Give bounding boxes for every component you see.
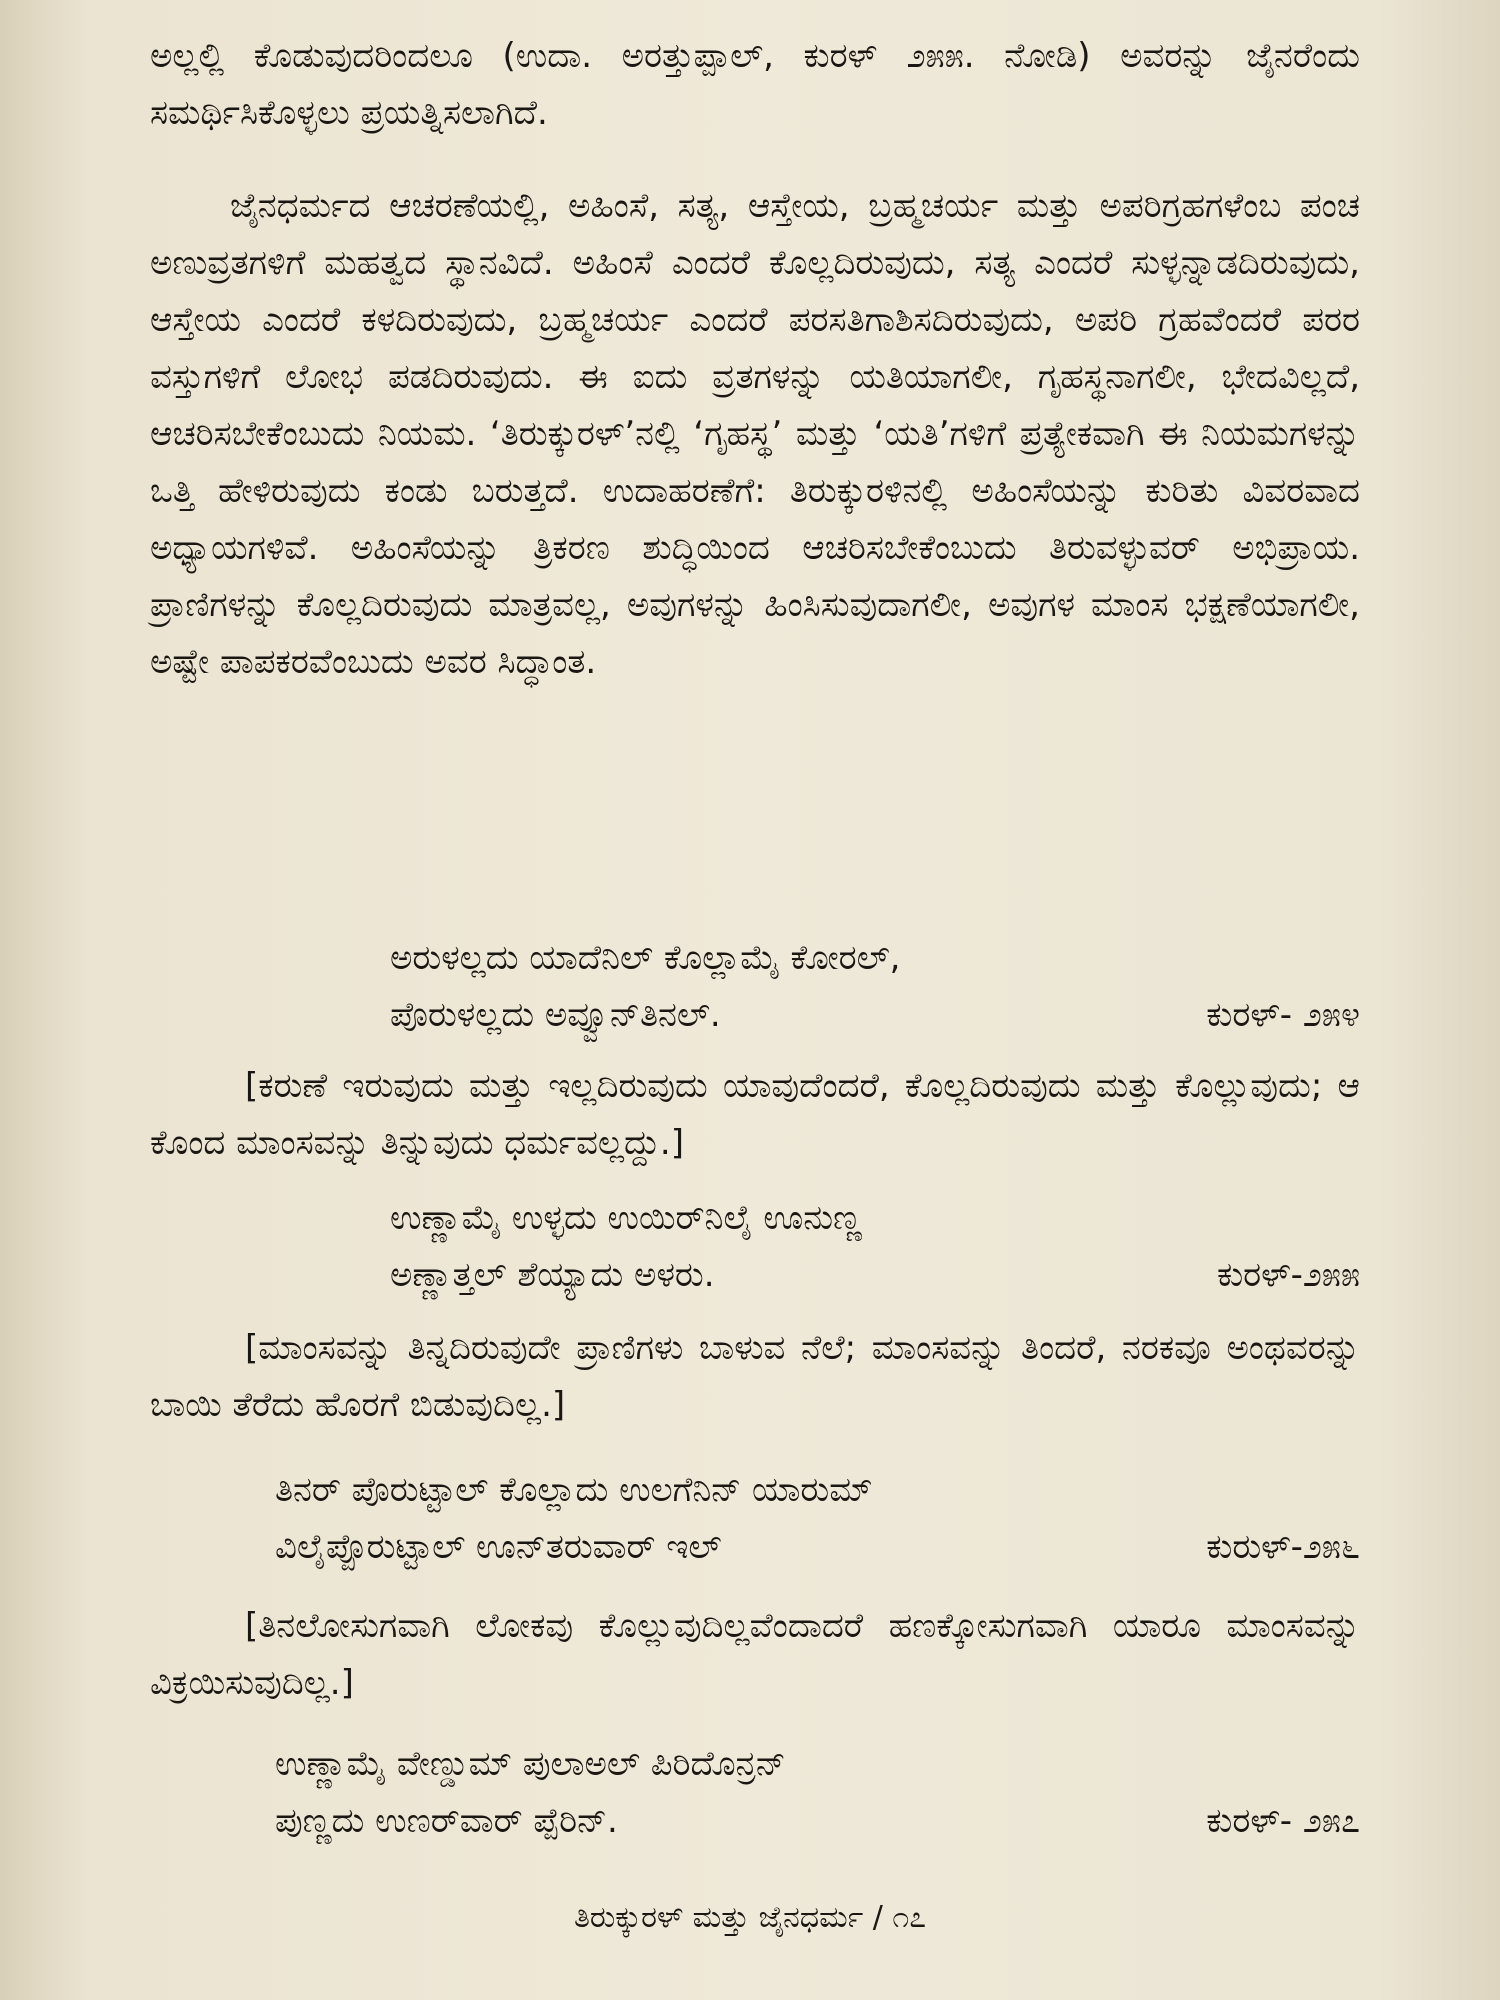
verse-4-reference: ಕುರಳ್- ೨೫೭ — [1206, 1801, 1360, 1841]
verse-4 — [150, 1736, 1360, 1850]
verse-3-line-1: ತಿನರ್ ಪೊರುಟ್ಟಾಲ್ ಕೊಲ್ಲಾದು ಉಲಗೆನಿನ್ ಯಾರುಮ್ — [275, 1470, 873, 1510]
page-footer: ತಿರುಕ್ಕುರಳ್ ಮತ್ತು ಜೈನಧರ್ಮ / ೧೭ — [573, 1900, 927, 1935]
verse-2-reference: ಕುರಳ್-೨೫೫ — [1217, 1255, 1360, 1295]
verse-3-reference: ಕುರುಳ್-೨೫೬ — [1206, 1527, 1360, 1567]
verse-4-line-2 — [150, 1793, 1360, 1850]
verse-4-line-2-text: ಪುಣ್ಣದು ಉಣರ್‌ವಾರ್ ಪ್ಪೆರಿನ್. — [275, 1801, 618, 1841]
intro-paragraph-block — [150, 28, 1360, 142]
verse-2-line-1: ಉಣ್ಣಾಮೈ ಉಳ್ಳದು ಉಯಿರ್‌ನಿಲೈ ಊನುಣ್ಣ — [390, 1198, 862, 1238]
verse-3-line-2 — [150, 1519, 1360, 1576]
main-paragraph: ಜೈನಧರ್ಮದ ಆಚರಣೆಯಲ್ಲಿ, ಅಹಿಂಸೆ, ಸತ್ಯ, ಆಸ್ತೇಯ, ಬ್ರಹ್ಮಚರ್ಯ ಮತ್ತು ಅಪರಿಗ್ರಹಗಳೆಂಬ ಪಂಚ ಅಣುವ್ರತಗಳಿಗೆ ಮಹತ್ವದ ಸ್ಥಾನವಿದೆ. ಅಹಿಂಸೆ ಎಂದರೆ ಕೊಲ್ಲದಿರುವುದು, ಸತ್ಯ ಎಂದರೆ ಸುಳ್ಳನ್ನಾಡದಿರುವುದು, ಆಸ್ತೇಯ ಎಂದರೆ ಕಳದಿರುವುದು, ಬ್ರಹ್ಮಚರ್ಯ ಎಂದರೆ ಪರಸತಿಗಾಶಿಸದಿರುವುದು, ಅಪರಿ ಗ್ರಹವೆಂದರೆ ಪರರ ವಸ್ತುಗಳಿಗೆ ಲೋಭ ಪಡದಿರುವುದು. ಈ ಐದು ವ್ರತಗಳನ್ನು ಯತಿಯಾಗಲೀ, ಗೃಹಸ್ಥನಾಗಲೀ, ಭೇದವಿಲ್ಲದೆ, ಆಚರಿಸಬೇಕೆಂಬುದು ನಿಯಮ. ‘ತಿರುಕ್ಕುರಳ್’ನಲ್ಲಿ ‘ಗೃಹಸ್ಥ’ ಮತ್ತು ‘ಯತಿ’ಗಳಿಗೆ ಪ್ರತ್ಯೇಕವಾಗಿ ಈ ನಿಯಮಗಳನ್ನು ಒತ್ತಿ ಹೇಳಿರುವುದು ಕಂಡು ಬರುತ್ತದೆ. ಉದಾಹರಣೆಗೆ: ತಿರುಕ್ಕುರಳಿನಲ್ಲಿ ಅಹಿಂಸೆಯನ್ನು ಕುರಿತು ವಿವರವಾದ ಅಧ್ಯಾಯಗಳಿವೆ. ಅಹಿಂಸೆಯನ್ನು ತ್ರಿಕರಣ ಶುದ್ಧಿಯಿಂದ ಆಚರಿಸಬೇಕೆಂಬುದು ತಿರುವಳ್ಳುವರ್ ಅಭಿಪ್ರಾಯ. ಪ್ರಾಣಿಗಳನ್ನು ಕೊಲ್ಲದಿರುವುದು ಮಾತ್ರವಲ್ಲ, ಅವುಗಳನ್ನು ಹಿಂಸಿಸುವುದಾಗಲೀ, ಅವುಗಳ ಮಾಂಸ ಭಕ್ಷಣೆಯಾಗಲೀ, ಅಷ್ಟೇ ಪಾಪಕರವೆಂಬುದು ಅವರ ಸಿದ್ಧಾಂತ. — [150, 186, 1360, 682]
verse-2-line-2 — [150, 1247, 1360, 1304]
intro-paragraph: ಅಲ್ಲಲ್ಲಿ ಕೊಡುವುದರಿಂದಲೂ (ಉದಾ. ಅರತ್ತುಪ್ಪಾಲ್, ಕುರಳ್ ೨೫೫. ನೋಡಿ) ಅವರನ್ನು ಜೈನರೆಂದು ಸಮರ್ಥಿಸಿಕೊಳ್ಳಲು ಪ್ರಯತ್ನಿಸಲಾಗಿದೆ. — [150, 36, 1360, 133]
verse-2-line-2-text: ಅಣ್ಣಾತ್ತಲ್ ಶೆಯ್ಯಾದು ಅಳರು. — [390, 1255, 715, 1295]
gloss-3: [ತಿನಲೋಸುಗವಾಗಿ ಲೋಕವು ಕೊಲ್ಲುವುದಿಲ್ಲವೆಂದಾದರೆ ಹಣಕ್ಕೋಸುಗವಾಗಿ ಯಾರೂ ಮಾಂಸವನ್ನು ವಿಕ್ರಯಿಸುವುದಿಲ್ಲ.] — [150, 1606, 1360, 1703]
verse-1-line-2-text: ಪೊರುಳಲ್ಲದು ಅವ್ವೂನ್‌ತಿನಲ್. — [390, 995, 721, 1035]
verse-2 — [150, 1190, 1360, 1304]
verse-4-line-1: ಉಣ್ಣಾಮೈ ವೇಣ್ಡುಮ್ ಪುಲಾಅಲ್ ಪಿರಿದೊನ್ರನ್ — [275, 1744, 786, 1784]
gloss-2: [ಮಾಂಸವನ್ನು ತಿನ್ನದಿರುವುದೇ ಪ್ರಾಣಿಗಳು ಬಾಳುವ ನೆಲೆ; ಮಾಂಸವನ್ನು ತಿಂದರೆ, ನರಕವೂ ಅಂಥವರನ್ನು ಬಾಯಿ ತೆರೆದು ಹೊರಗೆ ಬಿಡುವುದಿಲ್ಲ.] — [150, 1328, 1360, 1425]
main-paragraph-block — [150, 178, 1360, 691]
gloss-1: [ಕರುಣೆ ಇರುವುದು ಮತ್ತು ಇಲ್ಲದಿರುವುದು ಯಾವುದೆಂದರೆ, ಕೊಲ್ಲದಿರುವುದು ಮತ್ತು ಕೊಲ್ಲುವುದು; ಆ ಕೊಂದ ಮಾಂಸವನ್ನು ತಿನ್ನುವುದು ಧರ್ಮವಲ್ಲದ್ದು.] — [150, 1066, 1360, 1163]
verse-1 — [150, 930, 1360, 1044]
verse-3-line-2-text: ವಿಲೈಪ್ಪೊರುಟ್ಟಾಲ್ ಊನ್‌ತರುವಾರ್ ಇಲ್ — [275, 1527, 722, 1567]
verse-1-reference: ಕುರಳ್- ೨೫೪ — [1206, 995, 1360, 1035]
verse-1-line-2 — [150, 987, 1360, 1044]
verse-1-line-1: ಅರುಳಲ್ಲದು ಯಾದೆನಿಲ್ ಕೊಲ್ಲಾಮೈ ಕೋರಲ್, — [390, 938, 901, 978]
verse-3 — [150, 1462, 1360, 1576]
